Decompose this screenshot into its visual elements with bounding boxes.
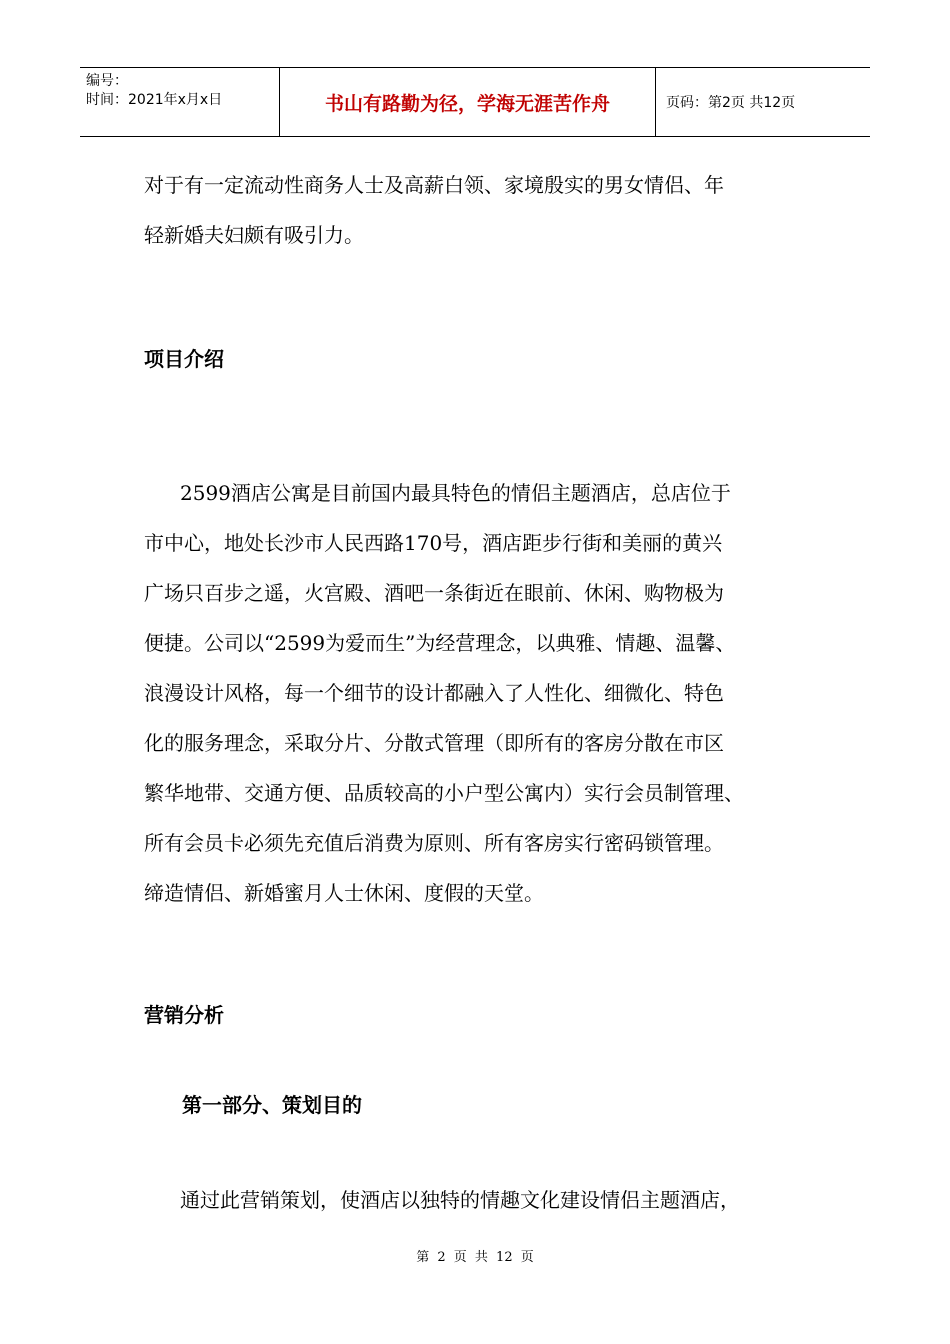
text-line: 化的服务理念，采取分片、分散式管理（即所有的客房分散在市区 — [144, 731, 724, 755]
header-meta-cell — [80, 68, 280, 136]
text-line: 便捷。公司以“2599为爱而生”为经营理念，以典雅、情趣、温馨、 — [144, 631, 736, 655]
project-intro-paragraph — [144, 468, 834, 918]
document-number-label: 编号： — [86, 73, 128, 89]
text-line: 市中心，地处长沙市人民西路170号，酒店距步行街和美丽的黄兴 — [144, 531, 723, 555]
page-header — [80, 67, 870, 137]
section-title-project-intro: 项目介绍 — [144, 347, 224, 371]
text-line: 通过此营销策划，使酒店以独特的情趣文化建设情侣主题酒店， — [180, 1188, 740, 1212]
text-line: 2599酒店公寓是目前国内最具特色的情侣主题酒店，总店位于 — [180, 481, 731, 505]
intro-paragraph — [144, 160, 834, 260]
header-motto: 书山有路勤为径，学海无涯苦作舟 — [280, 68, 656, 136]
text-line: 繁华地带、交通方便、品质较高的小户型公寓内）实行会员制管理、 — [144, 781, 744, 805]
page-footer-number: 第 2 页 共 12 页 — [416, 1250, 534, 1265]
text-line: 轻新婚夫妇颇有吸引力。 — [144, 223, 364, 247]
document-time-label: 时间：2021年x月x日 — [86, 92, 223, 108]
text-line: 所有会员卡必须先充值后消费为原则、所有客房实行密码锁管理。 — [144, 831, 724, 855]
section-title-marketing-analysis: 营销分析 — [144, 1003, 224, 1027]
text-line: 浪漫设计风格，每一个细节的设计都融入了人性化、细微化、特色 — [144, 681, 724, 705]
text-line: 对于有一定流动性商务人士及高薪白领、家境殷实的男女情侣、年 — [144, 173, 724, 197]
text-line: 缔造情侣、新婚蜜月人士休闲、度假的天堂。 — [144, 881, 544, 905]
subsection-title-planning-purpose: 第一部分、策划目的 — [182, 1093, 362, 1117]
planning-purpose-paragraph — [144, 1175, 834, 1225]
header-page-info: 页码：第2页 共12页 — [666, 95, 796, 111]
text-line: 广场只百步之遥，火宫殿、酒吧一条街近在眼前、休闲、购物极为 — [144, 581, 724, 605]
